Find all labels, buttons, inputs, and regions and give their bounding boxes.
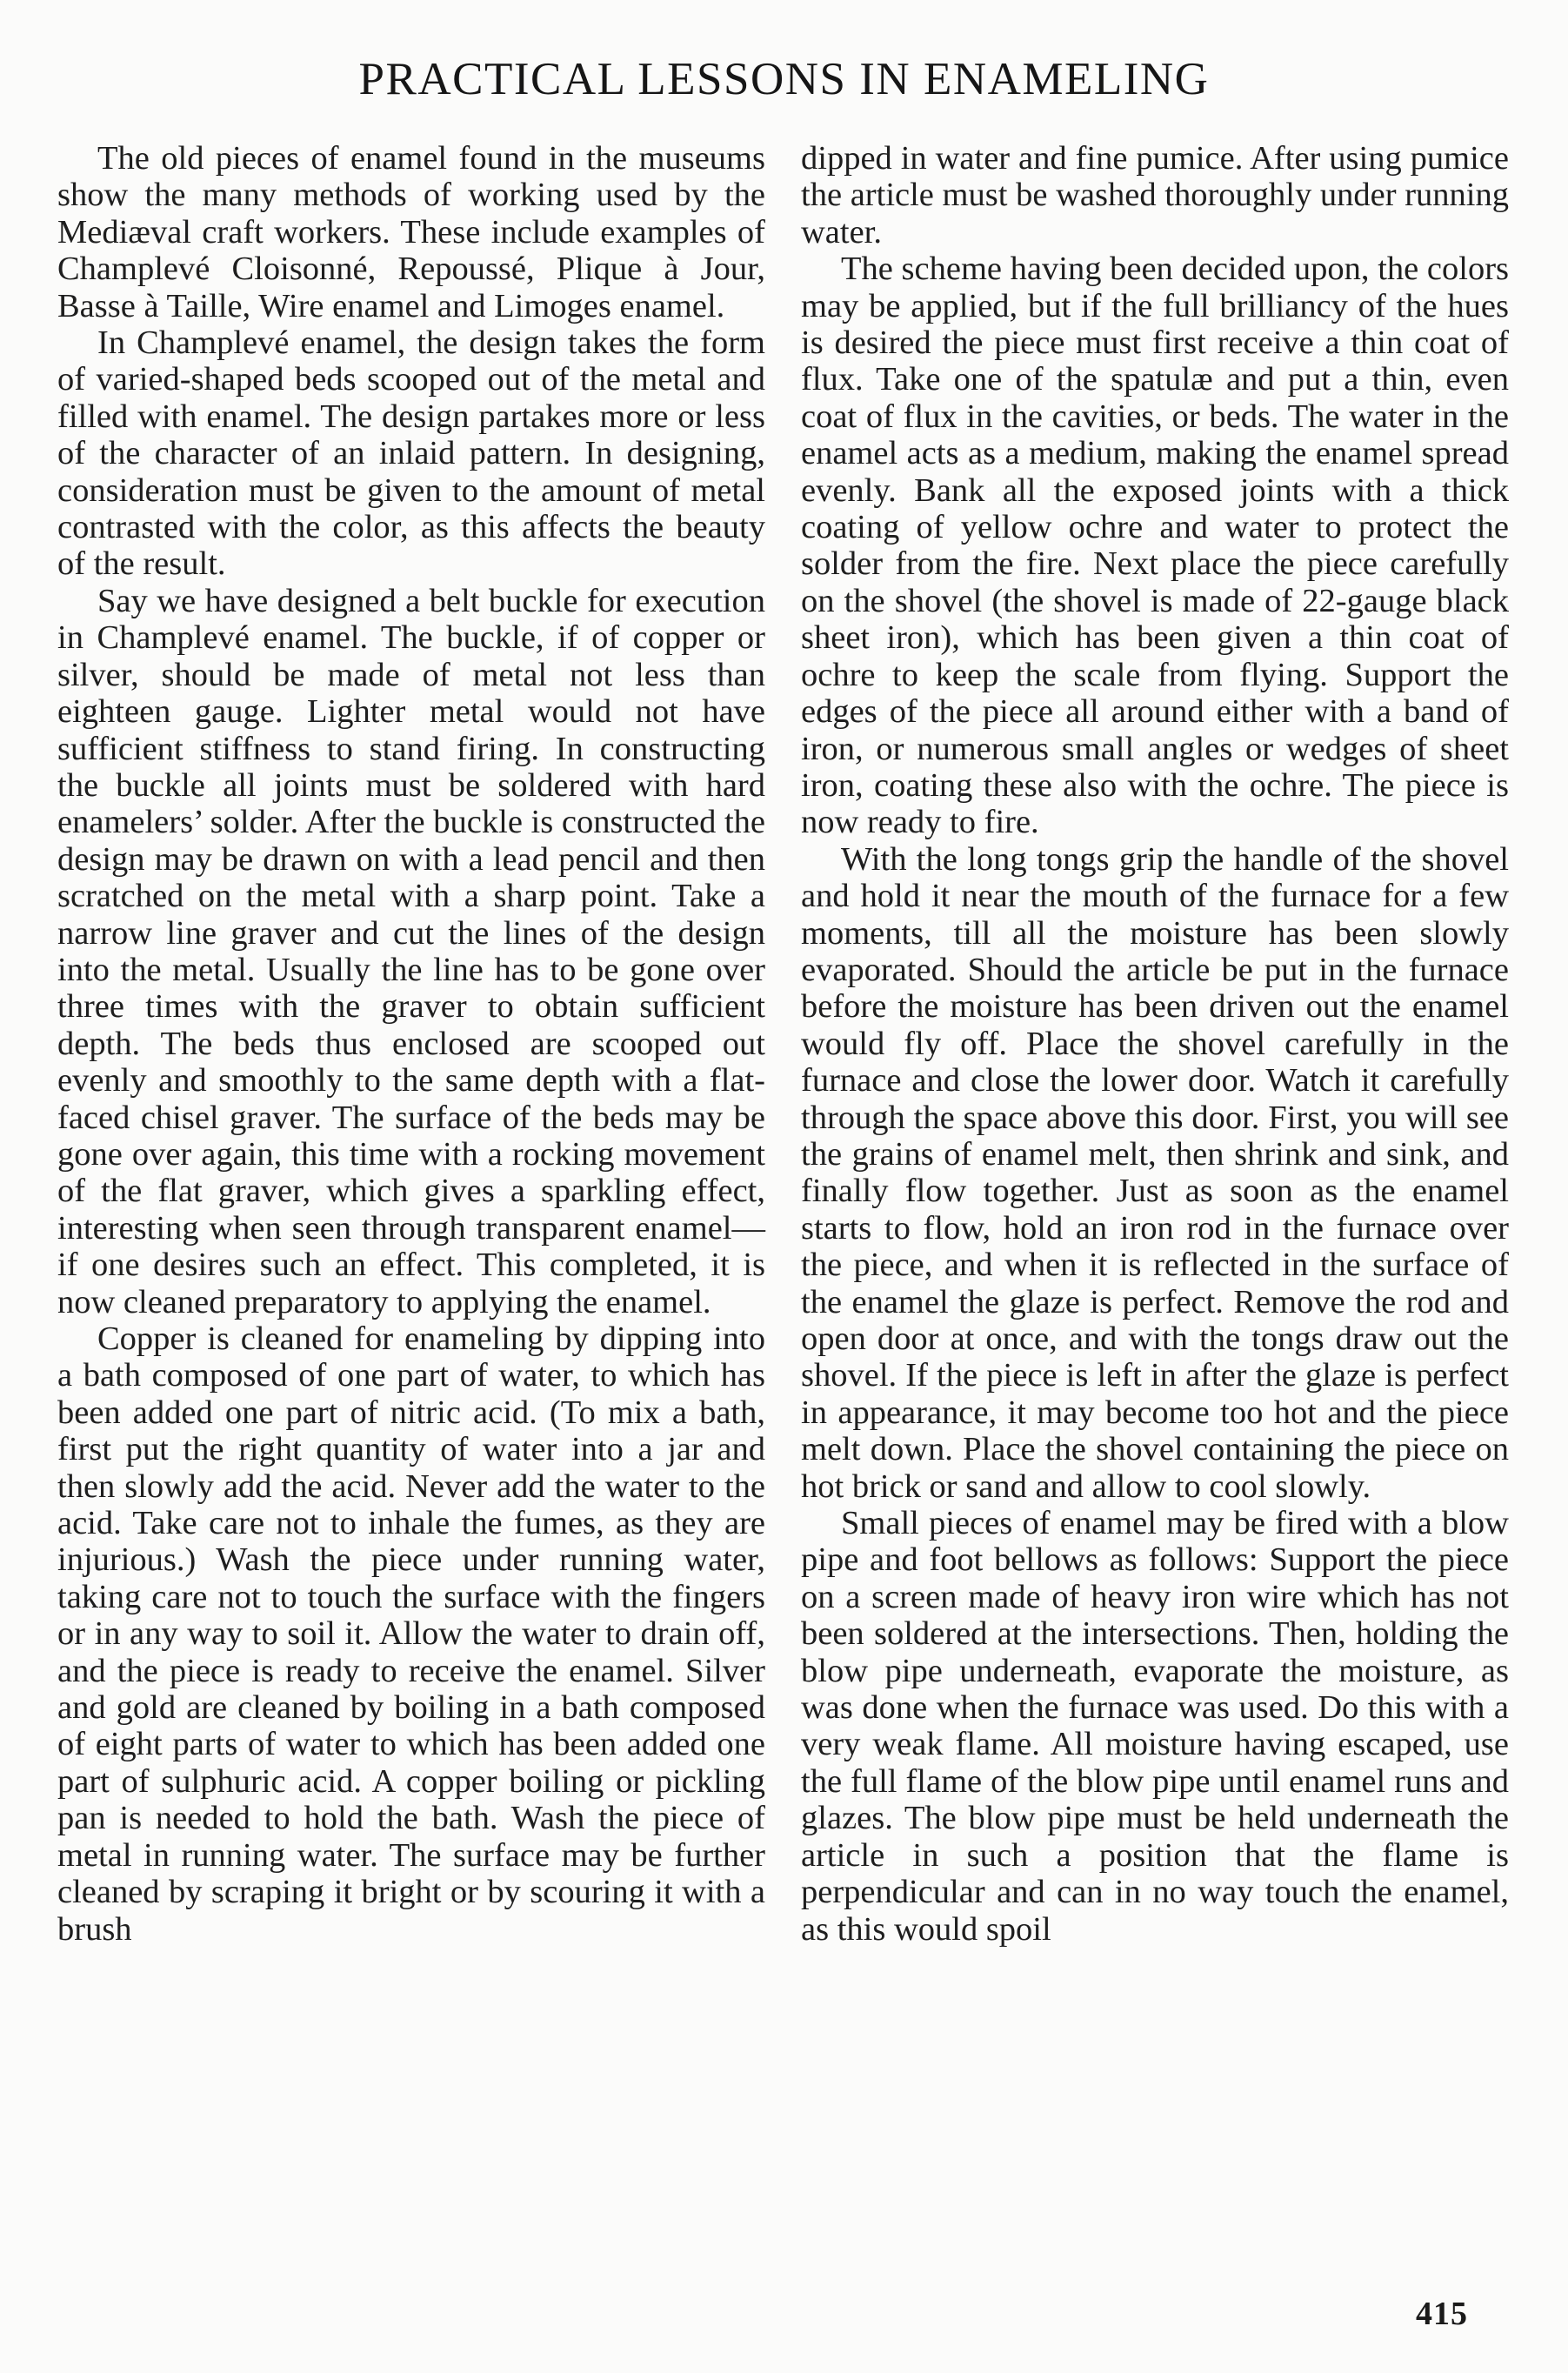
paragraph: The old pieces of enamel found in the museums show the many methods of working used by the Mediæval craft workers. These include examples of Champlevé Cloisonné, Repoussé, Plique à Jour, Basse à Taille, Wire enamel and Limoges enamel. xyxy=(57,140,765,324)
paragraph: Small pieces of enamel may be fired with a blow pipe and foot bellows as follows: Support the piece on a screen made of heavy iron wire which has not been soldered at the intersections. Then, holding the blow pipe underneath, evaporate the moisture, as was done when the furnace was used. Do this with a very weak flame. All moisture having escaped, use the full flame of the blow pipe until enamel runs and glazes. The blow pipe must be held underneath the article in such a position that the flame is perpendicular and can in no way touch the enamel, as this would spoil xyxy=(801,1505,1509,1948)
page-title: PRACTICAL LESSONS IN ENAMELING xyxy=(358,54,1210,104)
paragraph: Copper is cleaned for enameling by dipping into a bath composed of one part of water, to which has been added one part of nitric acid. (To mix a bath, first put the right quantity of water into a jar and then slowly add the acid. Never add the water to the acid. Take care not to inhale the fumes, as they are injurious.) Wash the piece under running water, taking care not to touch the surface with the fingers or in any way to soil it. Allow the water to drain off, and the piece is ready to receive the enamel. Silver and gold are cleaned by boiling in a bath composed of eight parts of water to which has been added one part of sulphuric acid. A copper boiling or pickling pan is needed to hold the bath. Wash the piece of metal in running water. The surface may be further cleaned by scraping it bright or by scouring it with a brush xyxy=(57,1320,765,1948)
right-column xyxy=(801,140,1509,1948)
page-number: 415 xyxy=(1416,2296,1468,2332)
paragraph: Say we have designed a belt buckle for execution in Champlevé enamel. The buckle, if of copper or silver, should be made of metal not less than eighteen gauge. Lighter metal would not have sufficient stiffness to stand firing. In constructing the buckle all joints must be soldered with hard enamelers’ solder. After the buckle is constructed the design may be drawn on with a lead pencil and then scratched on the metal with a sharp point. Take a narrow line graver and cut the lines of the design into the metal. Usually the line has to be gone over three times with the graver to obtain sufficient depth. The beds thus enclosed are scooped out evenly and smoothly to the same depth with a flat-faced chisel graver. The surface of the beds may be gone over again, this time with a rocking movement of the flat graver, which gives a sparkling effect, interesting when seen through transparent enamel—if one desires such an effect. This completed, it is now cleaned preparatory to applying the enamel. xyxy=(57,582,765,1320)
paragraph: With the long tongs grip the handle of the shovel and hold it near the mouth of the furnace for a few moments, till all the moisture has been slowly evaporated. Should the article be put in the furnace before the moisture has been driven out the enamel would fly off. Place the shovel carefully in the furnace and close the lower door. Watch it carefully through the space above this door. First, you will see the grains of enamel melt, then shrink and sink, and finally flow together. Just as soon as the enamel starts to flow, hold an iron rod in the furnace over the piece, and when it is reflected in the surface of the enamel the glaze is perfect. Remove the rod and open door at once, and with the tongs draw out the shovel. If the piece is left in after the glaze is perfect in appearance, it may become too hot and the piece melt down. Place the shovel containing the piece on hot brick or sand and allow to cool slowly. xyxy=(801,840,1509,1505)
left-column xyxy=(57,140,765,1948)
paragraph: In Champlevé enamel, the design takes the form of varied-shaped beds scooped out of the metal and filled with enamel. The design partakes more or less of the character of an inlaid pattern. In designing, consideration must be given to the amount of metal contrasted with the color, as this affects the beauty of the result. xyxy=(57,324,765,583)
paragraph-continued: dipped in water and fine pumice. After using pumice the article must be washed thoroughly under running water. xyxy=(801,140,1509,251)
paragraph: The scheme having been decided upon, the colors may be applied, but if the full brilliancy of the hues is desired the piece must first receive a thin coat of flux. Take one of the spatulæ and put a thin, even coat of flux in the cavities, or beds. The water in the enamel acts as a medium, making the enamel spread evenly. Bank all the exposed joints with a thick coating of yellow ochre and water to protect the solder from the fire. Next place the piece carefully on the shovel (the shovel is made of 22-gauge black sheet iron), which has been given a thin coat of ochre to keep the scale from flying. Support the edges of the piece all around either with a band of iron, or numerous small angles or wedges of sheet iron, coating these also with the ochre. The piece is now ready to fire. xyxy=(801,251,1509,841)
